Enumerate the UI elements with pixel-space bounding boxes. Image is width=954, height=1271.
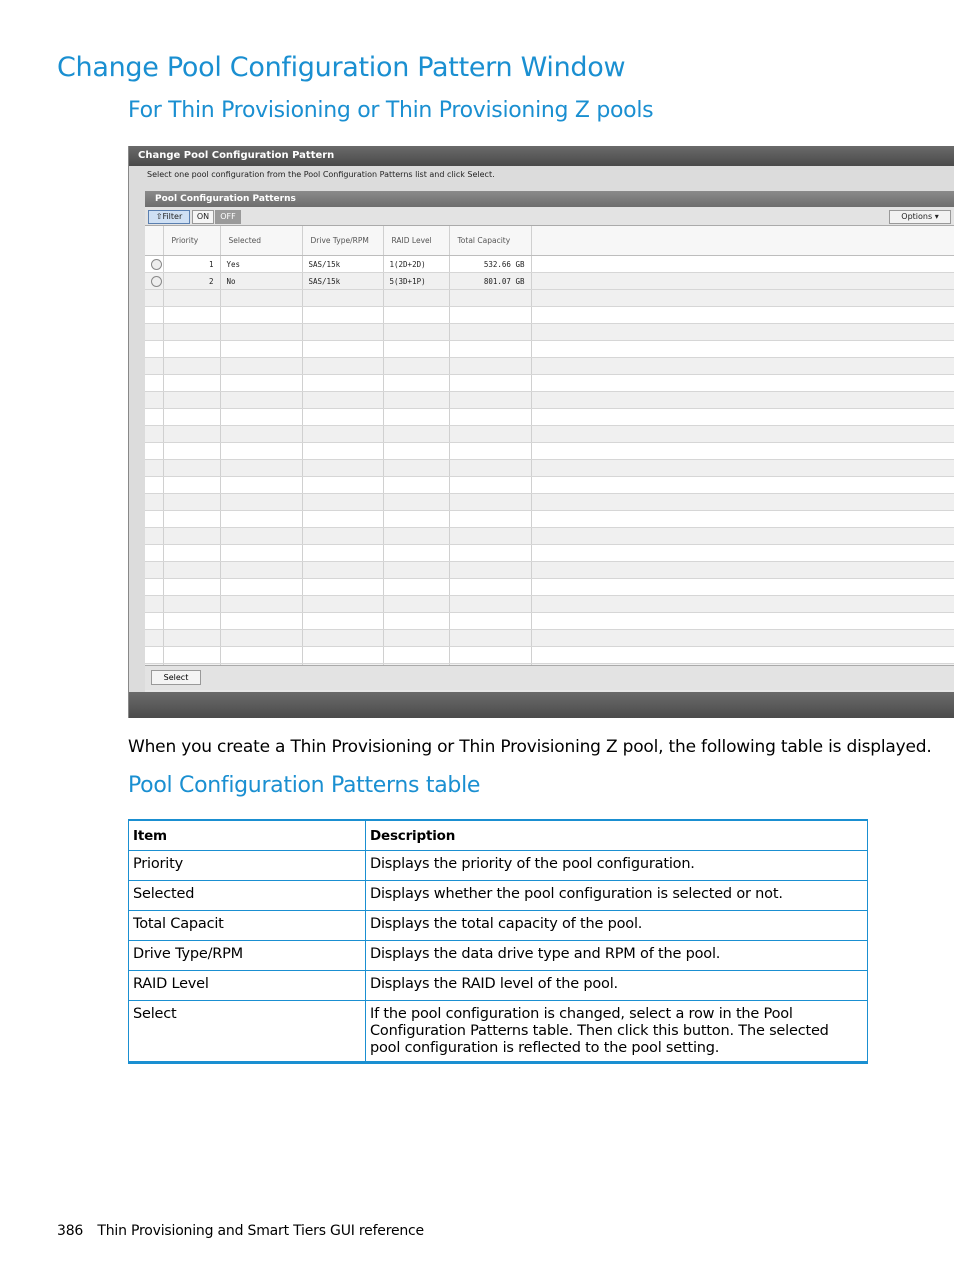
grid-empty-cell (531, 307, 954, 324)
grid-empty-cell (163, 375, 220, 392)
grid-empty-cell (302, 596, 383, 613)
grid-empty-row (145, 460, 954, 477)
grid-empty-cell (302, 494, 383, 511)
grid-empty-cell (220, 307, 302, 324)
grid-header-priority[interactable]: Priority (163, 226, 220, 256)
grid-empty-cell (449, 511, 531, 528)
filter-button[interactable]: ⇧Filter (148, 210, 190, 224)
grid-empty-cell (145, 562, 163, 579)
grid-empty-cell (163, 426, 220, 443)
table-row (129, 851, 868, 881)
grid-empty-cell (531, 341, 954, 358)
grid-empty-cell (531, 545, 954, 562)
dialog-instruction: Select one pool configuration from the Pool Configuration Patterns list and click Select. (147, 170, 495, 179)
grid-empty-cell (163, 562, 220, 579)
grid-cell-capacity: 801.07 GB (449, 273, 531, 290)
grid-empty-cell (220, 647, 302, 664)
grid-empty-cell (531, 375, 954, 392)
grid-empty-cell (220, 528, 302, 545)
grid-empty-cell (383, 324, 449, 341)
table-row (129, 1001, 868, 1063)
grid-empty-row (145, 494, 954, 511)
grid-cell-capacity: 532.66 GB (449, 256, 531, 273)
header-description: Description (366, 820, 868, 851)
grid-empty-cell (163, 443, 220, 460)
grid-empty-cell (383, 613, 449, 630)
grid-empty-cell (449, 460, 531, 477)
select-button[interactable]: Select (151, 670, 201, 685)
grid-empty-row (145, 630, 954, 647)
dialog-title: Change Pool Configuration Pattern (129, 146, 954, 166)
grid-empty-cell (302, 545, 383, 562)
grid-empty-cell (145, 579, 163, 596)
grid-empty-cell (383, 307, 449, 324)
grid-empty-cell (531, 409, 954, 426)
page-footer (57, 1223, 424, 1239)
toolbar (145, 207, 954, 225)
grid-empty-row (145, 613, 954, 630)
radio-button[interactable] (151, 276, 162, 287)
grid-empty-cell (449, 579, 531, 596)
table-row (129, 941, 868, 971)
grid-empty-cell (163, 511, 220, 528)
patterns-grid (145, 225, 954, 666)
grid-empty-cell (449, 613, 531, 630)
description-cell: Displays the total capacity of the pool. (366, 911, 868, 941)
grid-cell-filler (531, 256, 954, 273)
grid-empty-cell (220, 358, 302, 375)
grid-empty-cell (302, 341, 383, 358)
grid-empty-cell (145, 494, 163, 511)
section-subtitle: For Thin Provisioning or Thin Provisioning Z pools (128, 98, 654, 123)
grid-empty-cell (302, 511, 383, 528)
grid-empty-cell (145, 528, 163, 545)
panel-title: Pool Configuration Patterns (145, 191, 954, 207)
grid-empty-cell (449, 647, 531, 664)
grid-empty-cell (302, 375, 383, 392)
grid-header-drive[interactable]: Drive Type/RPM (302, 226, 383, 256)
grid-header-selected[interactable]: Selected (220, 226, 302, 256)
grid-empty-cell (383, 409, 449, 426)
grid-empty-cell (383, 341, 449, 358)
grid-empty-cell (163, 613, 220, 630)
grid-empty-cell (302, 307, 383, 324)
grid-empty-cell (449, 562, 531, 579)
grid-empty-cell (163, 324, 220, 341)
page-number: 386 (57, 1223, 84, 1239)
grid-empty-cell (449, 324, 531, 341)
grid-header-filler (531, 226, 954, 256)
grid-empty-cell (383, 562, 449, 579)
grid-empty-row (145, 443, 954, 460)
grid-empty-row (145, 579, 954, 596)
grid-empty-cell (383, 375, 449, 392)
table-row (129, 911, 868, 941)
grid-empty-cell (220, 460, 302, 477)
grid-cell-priority: 1 (163, 256, 220, 273)
grid-empty-cell (145, 647, 163, 664)
grid-empty-row (145, 511, 954, 528)
grid-empty-cell (220, 630, 302, 647)
grid-empty-cell (163, 392, 220, 409)
grid-empty-cell (145, 307, 163, 324)
grid-empty-cell (163, 579, 220, 596)
grid-empty-cell (383, 358, 449, 375)
grid-empty-cell (163, 477, 220, 494)
grid-empty-cell (449, 545, 531, 562)
grid-empty-row (145, 528, 954, 545)
grid-empty-cell (145, 358, 163, 375)
grid-empty-cell (531, 392, 954, 409)
grid-empty-cell (220, 596, 302, 613)
grid-empty-cell (449, 392, 531, 409)
patterns-panel (145, 191, 954, 711)
grid-empty-cell (163, 494, 220, 511)
grid-empty-cell (531, 647, 954, 664)
grid-empty-cell (449, 528, 531, 545)
grid-empty-cell (449, 341, 531, 358)
grid-empty-cell (531, 596, 954, 613)
grid-header-radio (145, 226, 163, 256)
grid-empty-cell (449, 358, 531, 375)
grid-empty-row (145, 477, 954, 494)
grid-empty-cell (383, 392, 449, 409)
grid-empty-cell (220, 443, 302, 460)
grid-empty-cell (531, 613, 954, 630)
grid-empty-cell (220, 341, 302, 358)
grid-empty-cell (220, 511, 302, 528)
dialog-screenshot (128, 146, 954, 718)
intro-paragraph: When you create a Thin Provisioning or Thin Provisioning Z pool, the following table is displayed. (128, 737, 932, 757)
grid-empty-cell (220, 426, 302, 443)
grid-empty-cell (145, 443, 163, 460)
grid-cell-drive: SAS/15k (302, 256, 383, 273)
grid-empty-cell (531, 443, 954, 460)
grid-empty-cell (163, 630, 220, 647)
grid-empty-cell (531, 630, 954, 647)
grid-empty-row (145, 290, 954, 307)
filter-off-toggle[interactable]: OFF (215, 210, 241, 224)
grid-row[interactable] (145, 273, 954, 290)
grid-cell-drive: SAS/15k (302, 273, 383, 290)
grid-empty-cell (145, 613, 163, 630)
grid-header-raid[interactable]: RAID Level (383, 226, 449, 256)
grid-empty-cell (531, 562, 954, 579)
grid-empty-cell (449, 290, 531, 307)
grid-empty-cell (145, 477, 163, 494)
grid-empty-cell (163, 341, 220, 358)
grid-empty-cell (531, 494, 954, 511)
grid-empty-cell (145, 511, 163, 528)
grid-empty-cell (302, 579, 383, 596)
grid-empty-cell (531, 426, 954, 443)
grid-empty-cell (302, 290, 383, 307)
grid-empty-cell (302, 647, 383, 664)
description-cell: If the pool configuration is changed, select a row in the Pool Configuration Patterns table. Then click this button. The selected pool configuration is reflected to the pool setting. (366, 1001, 868, 1063)
grid-empty-cell (145, 375, 163, 392)
grid-empty-row (145, 341, 954, 358)
grid-empty-cell (302, 528, 383, 545)
grid-empty-row (145, 324, 954, 341)
grid-empty-cell (163, 647, 220, 664)
filter-on-toggle[interactable]: ON (192, 210, 214, 224)
grid-empty-cell (531, 528, 954, 545)
table-row (129, 881, 868, 911)
page-title: Change Pool Configuration Pattern Window (57, 52, 626, 83)
item-cell: Select (129, 1001, 366, 1063)
grid-empty-cell (163, 307, 220, 324)
grid-empty-cell (163, 358, 220, 375)
grid-empty-cell (449, 443, 531, 460)
grid-empty-cell (145, 409, 163, 426)
grid-empty-row (145, 409, 954, 426)
grid-empty-cell (531, 290, 954, 307)
grid-cell-selected: Yes (220, 256, 302, 273)
grid-empty-cell (302, 392, 383, 409)
grid-empty-row (145, 647, 954, 664)
grid-empty-cell (531, 511, 954, 528)
grid-empty-cell (449, 375, 531, 392)
description-table (128, 819, 868, 1064)
grid-empty-cell (383, 511, 449, 528)
grid-empty-cell (531, 579, 954, 596)
grid-empty-cell (449, 630, 531, 647)
grid-empty-cell (531, 358, 954, 375)
grid-empty-cell (220, 290, 302, 307)
footer-section: Thin Provisioning and Smart Tiers GUI reference (97, 1223, 424, 1239)
grid-empty-cell (449, 307, 531, 324)
grid-empty-cell (145, 341, 163, 358)
grid-empty-cell (145, 460, 163, 477)
grid-empty-cell (220, 613, 302, 630)
grid-empty-row (145, 596, 954, 613)
grid-empty-cell (220, 392, 302, 409)
item-cell: Priority (129, 851, 366, 881)
grid-cell-priority: 2 (163, 273, 220, 290)
grid-empty-cell (383, 477, 449, 494)
grid-empty-cell (302, 324, 383, 341)
grid-empty-cell (302, 477, 383, 494)
grid-row[interactable] (145, 256, 954, 273)
grid-empty-row (145, 562, 954, 579)
description-cell: Displays the RAID level of the pool. (366, 971, 868, 1001)
grid-empty-cell (145, 545, 163, 562)
description-cell: Displays the data drive type and RPM of the pool. (366, 941, 868, 971)
grid-empty-cell (383, 426, 449, 443)
grid-empty-cell (383, 290, 449, 307)
grid-empty-cell (163, 409, 220, 426)
grid-empty-cell (383, 596, 449, 613)
options-dropdown[interactable]: Options ▾ (889, 210, 951, 224)
grid-empty-cell (383, 494, 449, 511)
grid-empty-cell (302, 613, 383, 630)
grid-empty-row (145, 307, 954, 324)
grid-empty-cell (163, 290, 220, 307)
grid-empty-cell (449, 409, 531, 426)
radio-button[interactable] (151, 259, 162, 270)
grid-empty-cell (163, 545, 220, 562)
grid-header-capacity[interactable]: Total Capacity (449, 226, 531, 256)
description-cell: Displays the priority of the pool configuration. (366, 851, 868, 881)
grid-empty-cell (220, 562, 302, 579)
grid-empty-cell (220, 545, 302, 562)
bottom-bar (145, 665, 954, 690)
grid-empty-row (145, 358, 954, 375)
grid-empty-cell (302, 562, 383, 579)
grid-cell-selected: No (220, 273, 302, 290)
grid-empty-cell (449, 596, 531, 613)
item-cell: Drive Type/RPM (129, 941, 366, 971)
grid-empty-cell (145, 596, 163, 613)
table-heading: Pool Configuration Patterns table (128, 773, 481, 798)
header-item: Item (129, 820, 366, 851)
grid-empty-cell (302, 443, 383, 460)
grid-empty-row (145, 375, 954, 392)
item-cell: Selected (129, 881, 366, 911)
grid-empty-cell (449, 426, 531, 443)
grid-empty-cell (531, 324, 954, 341)
grid-empty-cell (220, 477, 302, 494)
grid-empty-cell (145, 630, 163, 647)
item-cell: RAID Level (129, 971, 366, 1001)
grid-empty-cell (531, 460, 954, 477)
grid-empty-cell (383, 443, 449, 460)
grid-cell-radio[interactable] (145, 273, 163, 290)
grid-empty-cell (383, 528, 449, 545)
grid-empty-row (145, 545, 954, 562)
grid-empty-cell (163, 596, 220, 613)
grid-cell-raid: 1(2D+2D) (383, 256, 449, 273)
grid-empty-cell (383, 545, 449, 562)
grid-empty-cell (145, 426, 163, 443)
description-cell: Displays whether the pool configuration is selected or not. (366, 881, 868, 911)
item-cell: Total Capacit (129, 911, 366, 941)
grid-empty-cell (383, 630, 449, 647)
dialog-footer (129, 692, 954, 718)
grid-empty-cell (302, 358, 383, 375)
grid-empty-cell (383, 460, 449, 477)
grid-empty-cell (449, 477, 531, 494)
grid-empty-cell (220, 375, 302, 392)
grid-empty-cell (302, 409, 383, 426)
grid-empty-cell (531, 477, 954, 494)
grid-empty-cell (220, 409, 302, 426)
grid-empty-cell (163, 460, 220, 477)
grid-cell-raid: 5(3D+1P) (383, 273, 449, 290)
grid-empty-cell (163, 528, 220, 545)
grid-empty-cell (449, 494, 531, 511)
grid-cell-filler (531, 273, 954, 290)
grid-empty-cell (383, 647, 449, 664)
grid-empty-cell (220, 579, 302, 596)
grid-empty-row (145, 392, 954, 409)
grid-empty-cell (302, 630, 383, 647)
table-row (129, 971, 868, 1001)
grid-empty-row (145, 426, 954, 443)
grid-empty-cell (302, 460, 383, 477)
grid-cell-radio[interactable] (145, 256, 163, 273)
grid-empty-cell (145, 392, 163, 409)
grid-empty-cell (302, 426, 383, 443)
grid-empty-cell (145, 324, 163, 341)
grid-empty-cell (145, 290, 163, 307)
grid-empty-cell (220, 324, 302, 341)
grid-empty-cell (383, 579, 449, 596)
grid-empty-cell (220, 494, 302, 511)
